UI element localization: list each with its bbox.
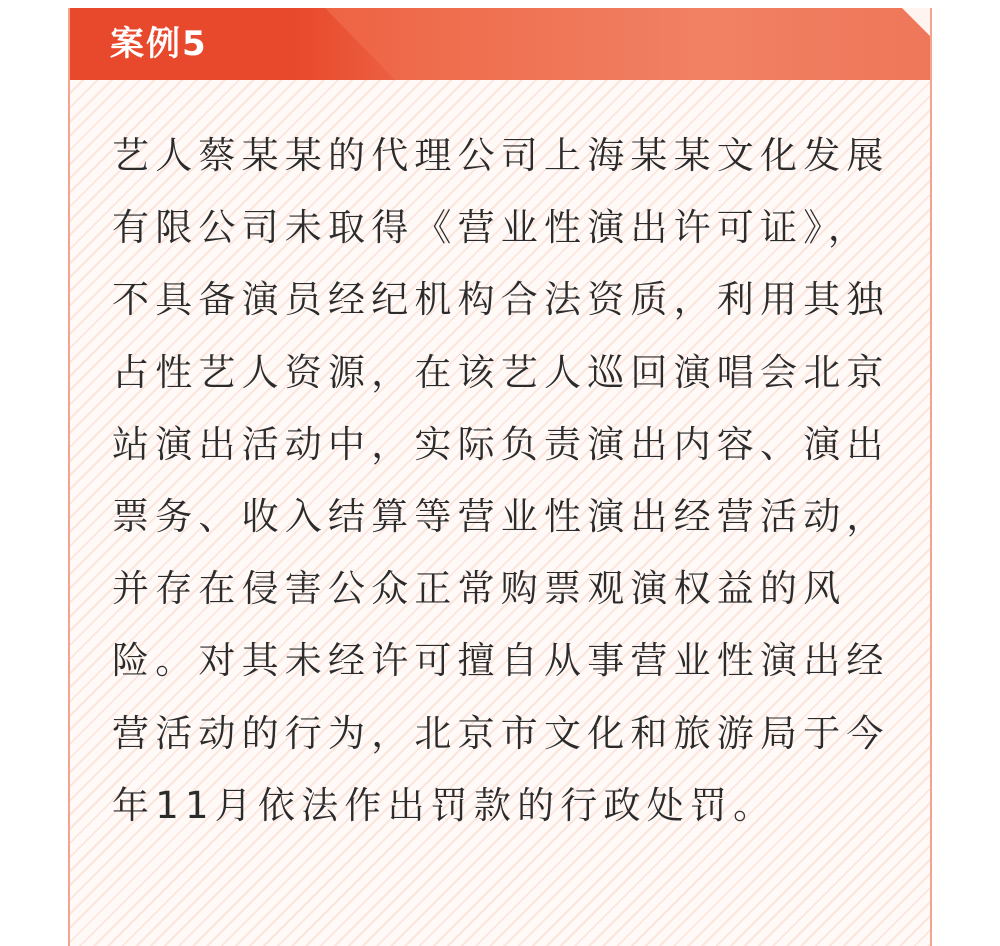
case-card [68, 8, 932, 946]
case-body-text: 艺人蔡某某的代理公司上海某某文化发展有限公司未取得《营业性演出许可证》，不具备演员经纪机构合法资质，利用其独占性艺人资源，在该艺人巡回演唱会北京站演出活动中，实际负责演出内容、演出票务、收入结算等营业性演出经营活动，并存在侵害公众正常购票观演权益的风险。对其未经许可擅自从事营业性演出经营活动的行为，北京市文化和旅游局于今年11月依法作出罚款的行政处罚。 [112, 134, 890, 827]
header-corner-fold [902, 8, 930, 36]
case-header [70, 8, 930, 80]
case-title: 案例5 [110, 24, 208, 64]
header-glow [370, 8, 930, 80]
